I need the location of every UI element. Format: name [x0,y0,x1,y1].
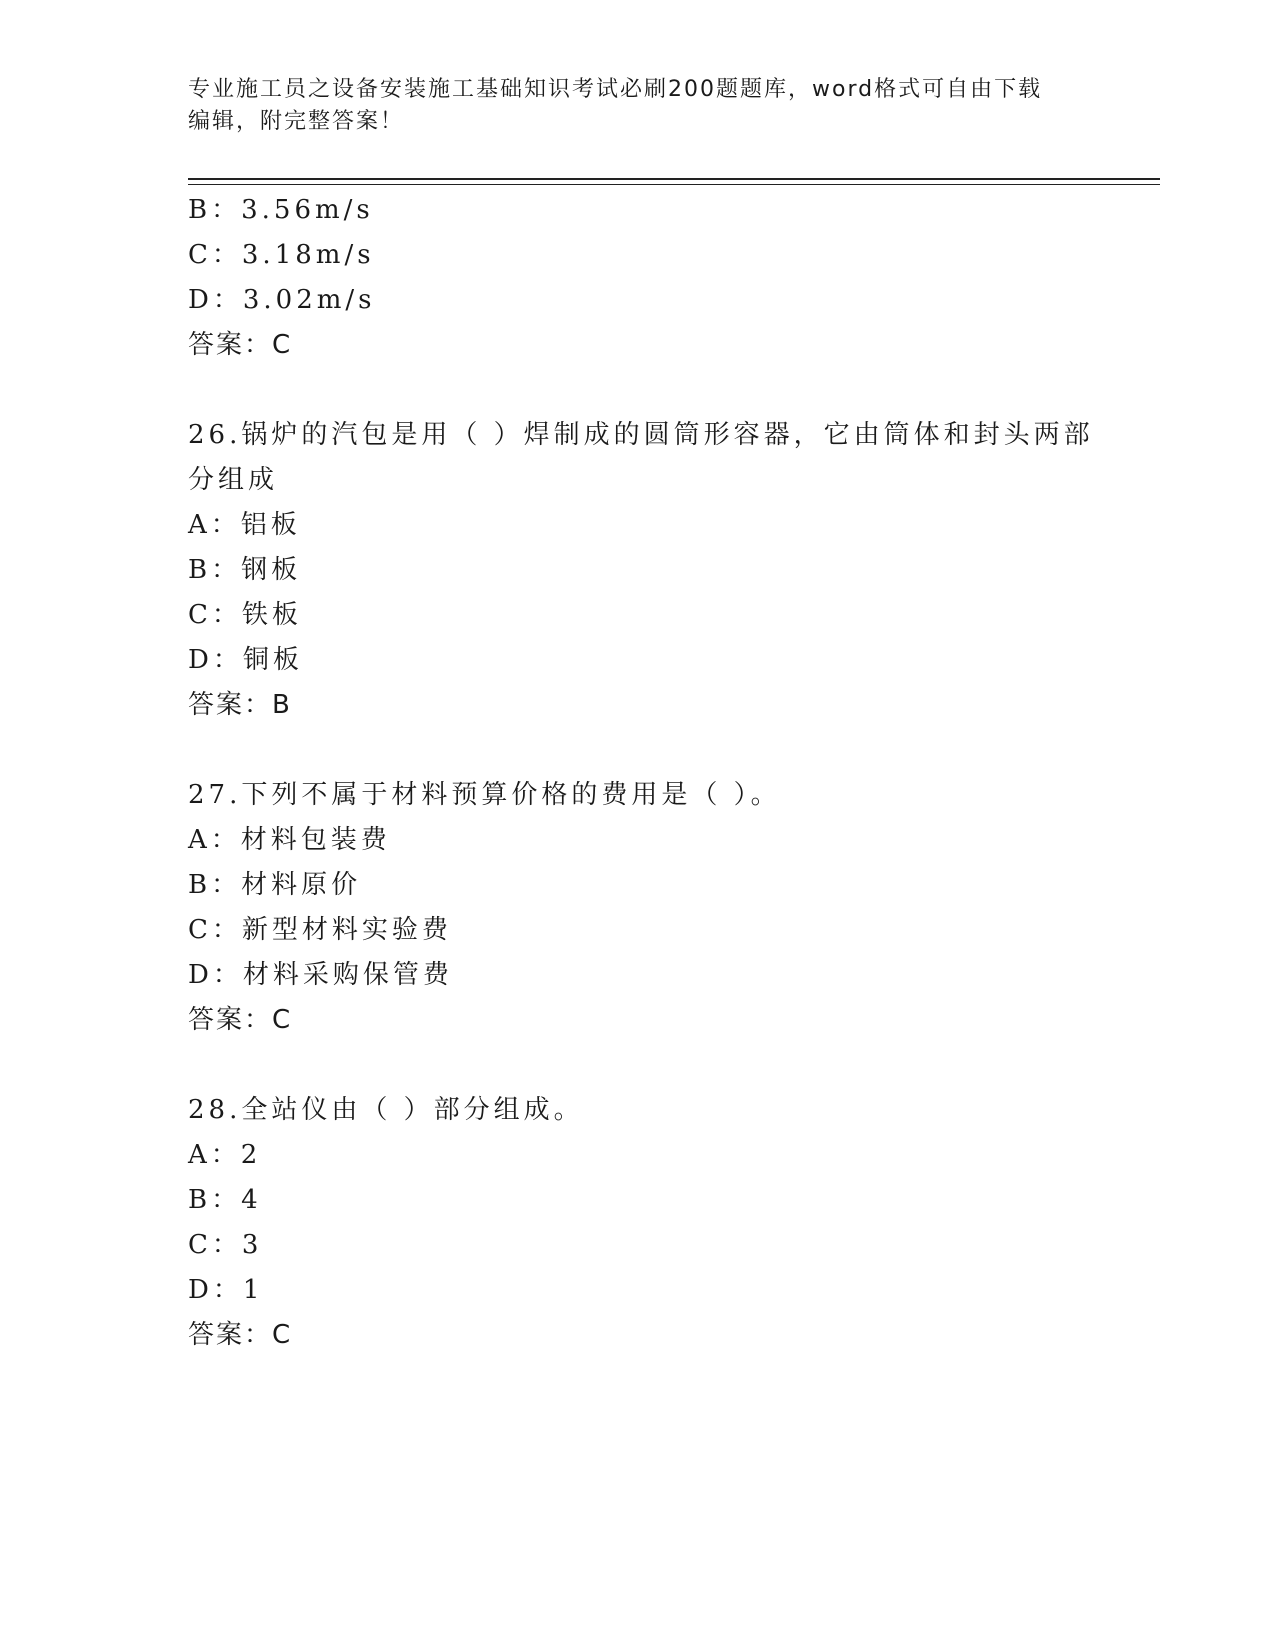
question-stem: 27.下列不属于材料预算价格的费用是（ ）。 [188,780,781,810]
document-header [188,74,1088,138]
option-d: D：1 [188,1275,264,1305]
answer-line: 答案：B [188,690,292,720]
option-a: A：材料包装费 [188,825,391,855]
answer-line: 答案：C [188,1005,293,1035]
option-b: B：4 [188,1185,262,1215]
answer-line: 答案：C [188,330,293,360]
question-stem-continued: 分组成 [188,465,279,495]
question-stem: 26.锅炉的汽包是用（ ）焊制成的圆筒形容器，它由筒体和封头两部 [188,420,1094,450]
answer-line: 答案：C [188,1320,293,1350]
option-c: C：3.18m/s [188,240,375,270]
option-c: C：铁板 [188,600,302,630]
option-c: C：3 [188,1230,263,1260]
option-d: D：3.02m/s [188,285,376,315]
header-title-line-2: 编辑，附完整答案！ [188,109,405,134]
header-title-line-1: 专业施工员之设备安装施工基础知识考试必刷200题题库，word格式可自由下载 [188,77,1043,102]
option-a: A：铝板 [188,510,301,540]
option-b: B：3.56m/s [188,195,374,225]
header-divider-thin [188,184,1160,185]
header-divider-thick [188,178,1160,180]
option-d: D：铜板 [188,645,303,675]
option-c: C：新型材料实验费 [188,915,452,945]
option-d: D：材料采购保管费 [188,960,453,990]
option-a: A：2 [188,1140,262,1170]
option-b: B：材料原价 [188,870,362,900]
question-stem: 28.全站仪由（ ）部分组成。 [188,1095,584,1125]
option-b: B：钢板 [188,555,302,585]
